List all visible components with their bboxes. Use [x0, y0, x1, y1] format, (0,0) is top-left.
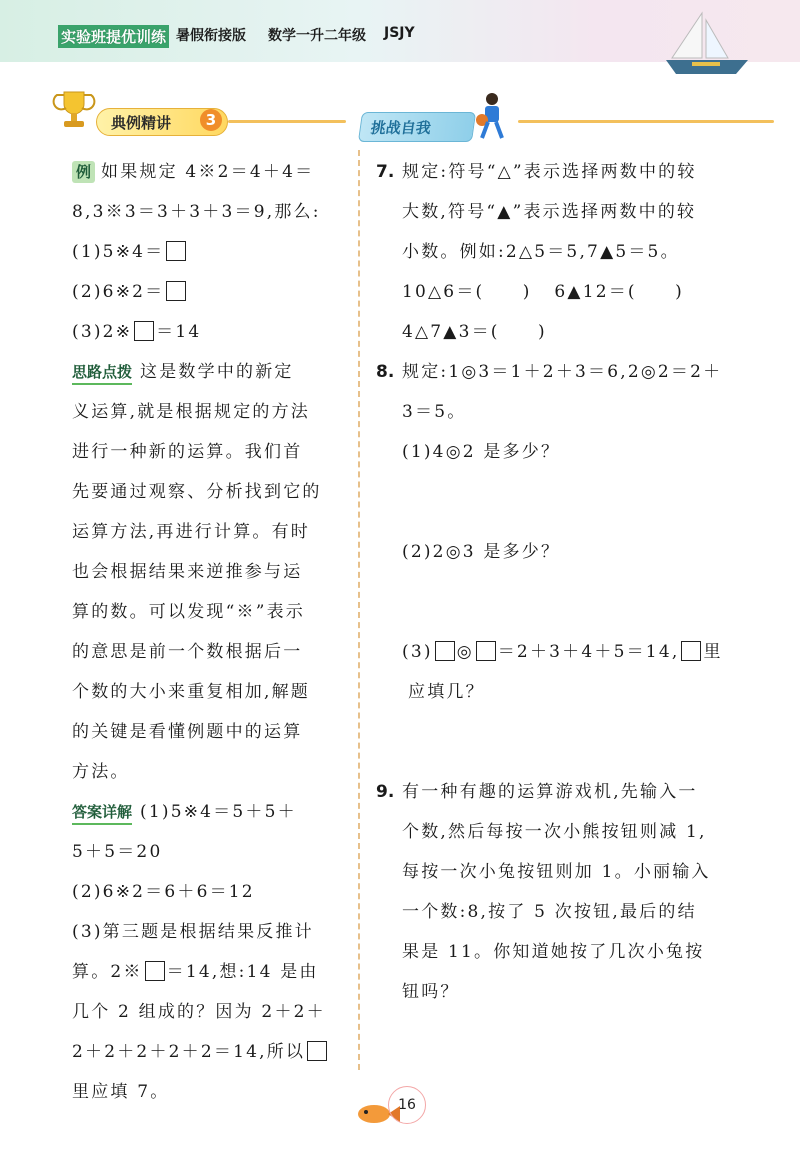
hint-line: 算的数。可以发现“※”表示 [72, 602, 305, 622]
q9-line: 钮吗？ [402, 982, 460, 1002]
q7-line: 小数。例如:2△5＝5,7▲5＝5。 [402, 242, 680, 262]
trophy-icon [52, 88, 96, 132]
answer-line-1: 答案详解 (1)5※4＝5＋5＋ [72, 801, 297, 825]
divider-line-left [228, 120, 346, 123]
subject-grade-label: 数学一升二年级 [268, 28, 366, 44]
hint-tag: 思路点拨 [72, 361, 132, 385]
basketball-player-icon [470, 92, 510, 144]
answer-line: 5＋5＝20 [72, 842, 163, 862]
q7-blank-c[interactable]: 4△7▲3＝( ) [402, 322, 547, 342]
book-code: JSJY [384, 25, 415, 41]
hint-line-1: 思路点拨 这是数学中的新定 [72, 361, 294, 385]
hint-line: 个数的大小来重复相加,解题 [72, 682, 311, 702]
q8-sub-1: (1)4◎2 是多少？ [402, 442, 561, 462]
column-divider [358, 150, 360, 1070]
section-title-text: 典例精讲 [111, 114, 172, 132]
answer-box[interactable] [476, 641, 496, 661]
q9-line: 果是 11。你知道她按了几次小兔按 [402, 942, 705, 962]
hint-line: 的关键是看懂例题中的运算 [72, 722, 303, 742]
q8-line-1: 8. 规定:1◎3＝1＋2＋3＝6,2◎2＝2＋ [376, 362, 723, 382]
q9-line: 一个数:8,按了 5 次按钮,最后的结 [402, 902, 697, 922]
question-number: 8. [376, 362, 395, 382]
answer-line: (2)6※2＝6＋6＝12 [72, 882, 255, 902]
q8-line: 3＝5。 [402, 402, 467, 422]
divider-line-right [518, 120, 774, 123]
q8-sub-3-line-2: 应填几？ [408, 682, 485, 702]
example-q2: (2)6※2＝ [72, 281, 188, 303]
answer-box[interactable] [166, 241, 186, 261]
series-title: 实验班提优训练 [58, 25, 169, 48]
answer-tag: 答案详解 [72, 801, 132, 825]
question-number: 9. [376, 782, 395, 802]
q7-line: 大数,符号“▲”表示选择两数中的较 [402, 202, 697, 222]
hint-line: 也会根据结果来逆推参与运 [72, 562, 303, 582]
q7-line-4 [402, 281, 684, 303]
answer-box [145, 961, 165, 981]
section-title-challenge [358, 112, 476, 142]
answer-box[interactable] [134, 321, 154, 341]
answer-box[interactable] [435, 641, 455, 661]
answer-line: (3)第三题是根据结果反推计 [72, 922, 314, 942]
q7-blank-a[interactable]: 10△6＝( ) [402, 282, 532, 302]
example-q1: (1)5※4＝ [72, 241, 188, 263]
answer-box[interactable] [681, 641, 701, 661]
example-line-1: 例 如果规定 4※2＝4＋4＝ [72, 161, 314, 183]
hint-line: 先要通过观察、分析找到它的 [72, 482, 322, 502]
answer-line: 几个 2 组成的？因为 2＋2＋ [72, 1002, 326, 1022]
challenge-title-text: 挑战自我 [369, 119, 433, 137]
answer-line-7: 2＋2＋2＋2＋2＝14,所以 [72, 1041, 329, 1063]
question-number: 7. [376, 162, 395, 182]
answer-box [307, 1041, 327, 1061]
hint-line: 进行一种新的运算。我们首 [72, 442, 303, 462]
q7-blank-b[interactable]: 6▲12＝( ) [554, 282, 684, 302]
hint-line: 义运算,就是根据规定的方法 [72, 402, 311, 422]
q9-line: 个数,然后每按一次小熊按钮则减 1, [402, 822, 707, 842]
answer-line: 里应填 7。 [72, 1082, 170, 1102]
q9-line-1: 9. 有一种有趣的运算游戏机,先输入一 [376, 782, 698, 802]
edition-label: 暑假衔接版 [176, 28, 246, 44]
q8-sub-3: (3) ◎ ＝2＋3＋4＋5＝14, 里 [402, 642, 723, 662]
hint-line: 方法。 [72, 762, 130, 782]
section-number-badge: 3 [200, 109, 222, 131]
page-number: 16 [388, 1086, 426, 1124]
example-q3: (3)2※ ＝14 [72, 322, 202, 342]
q8-sub-2: (2)2◎3 是多少？ [402, 542, 561, 562]
hint-line: 运算方法,再进行计算。有时 [72, 522, 311, 542]
answer-box[interactable] [166, 281, 186, 301]
example-tag: 例 [72, 161, 95, 183]
answer-line-5: 算。2※ ＝14,想:14 是由 [72, 962, 319, 982]
sailboat-icon [662, 8, 752, 78]
hint-line: 的意思是前一个数根据后一 [72, 642, 303, 662]
example-line-2: 8,3※3＝3＋3＋3＝9,那么: [72, 202, 321, 222]
q7-line-1: 7. 规定:符号“△”表示选择两数中的较 [376, 162, 697, 182]
q9-line: 每按一次小兔按钮则加 1。小丽输入 [402, 862, 711, 882]
